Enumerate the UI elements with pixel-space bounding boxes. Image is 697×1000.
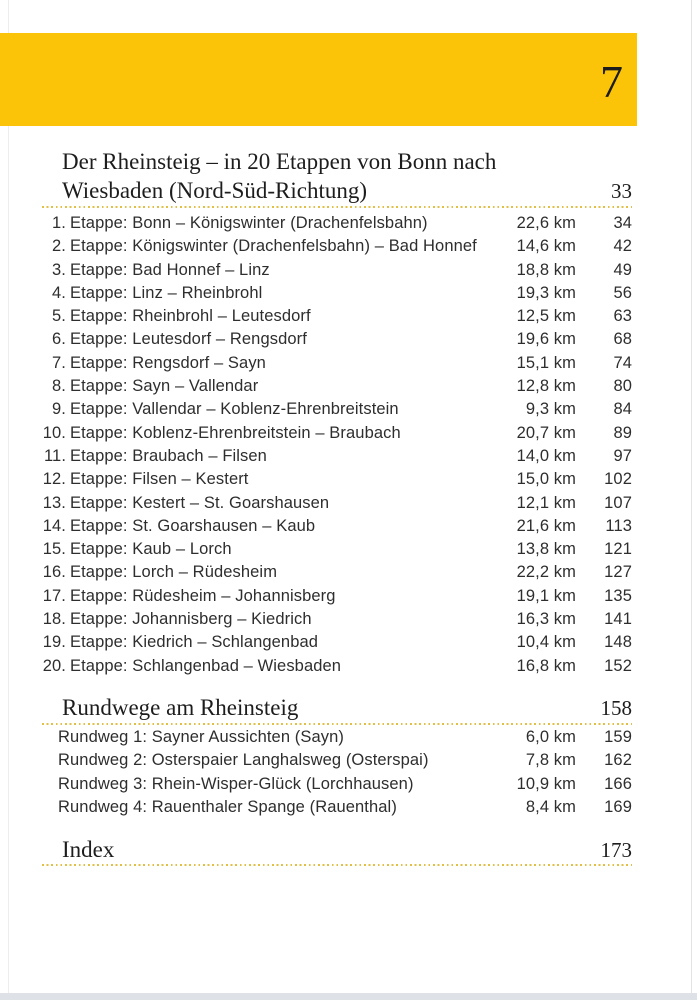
entry-number: 5.: [52, 307, 66, 326]
entry-page: 42: [613, 237, 632, 256]
entry-page: 74: [613, 353, 632, 372]
entry-distance: 18,8 km: [516, 260, 576, 279]
table-row: [42, 398, 632, 421]
entry-label: Rundweg 3: Rhein-Wisper-Glück (Lorchhausen): [58, 774, 414, 793]
table-row: [42, 282, 632, 305]
entry-number: 3.: [52, 260, 66, 279]
entry-distance: 22,6 km: [516, 214, 576, 232]
entry-number: 17.: [42, 586, 66, 605]
entry-distance: 12,8 km: [516, 377, 576, 396]
table-row: [42, 445, 632, 468]
table-row: [42, 375, 632, 398]
entry-number: 15.: [42, 540, 66, 559]
entry-page: 107: [604, 493, 632, 512]
entry-page: 162: [604, 751, 632, 770]
main-section-title-line2: Wiesbaden (Nord-Süd-Richtung): [62, 178, 368, 203]
dotted-leader-line: [42, 863, 632, 866]
table-row: [42, 305, 632, 328]
entry-number: 8.: [52, 377, 66, 396]
table-row: [42, 749, 632, 772]
index-section: [42, 837, 632, 866]
entry-label: Etappe: Lorch – Rüdesheim: [70, 563, 278, 582]
entry-page: 97: [613, 446, 632, 465]
entry-label: Etappe: Rengsdorf – Sayn: [70, 353, 266, 372]
entry-label: Rundweg 2: Osterspaier Langhalsweg (Osterspai): [58, 751, 429, 770]
table-row: [42, 212, 632, 235]
table-row: [42, 585, 632, 608]
entry-distance: 14,6 km: [516, 237, 576, 256]
entry-label: Etappe: Königswinter (Drachenfelsbahn) – Bad Honnef: [70, 237, 477, 256]
rundwege-section: [42, 694, 632, 819]
entry-label: Etappe: Linz – Rheinbrohl: [70, 283, 263, 302]
entry-page: 63: [613, 307, 632, 326]
entry-page: 113: [605, 516, 632, 535]
page-edge-right: [691, 0, 692, 1000]
entry-label: Etappe: Filsen – Kestert: [70, 470, 249, 489]
entry-label: Etappe: Rheinbrohl – Leutesdorf: [70, 307, 311, 326]
entry-number: 4.: [52, 283, 66, 302]
entry-number: 10.: [42, 423, 66, 442]
entry-number: 2.: [52, 237, 66, 256]
entry-label: Etappe: St. Goarshausen – Kaub: [70, 516, 316, 535]
table-row: [42, 468, 632, 491]
entry-label: Etappe: Braubach – Filsen: [70, 446, 267, 465]
entry-label: Etappe: Kaub – Lorch: [70, 540, 232, 559]
entry-page: 169: [604, 797, 632, 816]
dotted-leader-line: [42, 205, 632, 208]
entry-distance: 10,4 km: [516, 633, 576, 652]
chapter-header-band: [0, 33, 637, 126]
table-row: [42, 608, 632, 631]
main-section-title-line1: Der Rheinsteig – in 20 Etappen von Bonn nach: [62, 149, 497, 174]
entry-number: 1.: [52, 214, 66, 232]
entry-distance: 16,3 km: [516, 610, 576, 629]
entry-distance: 13,8 km: [516, 540, 576, 559]
entry-distance: 16,8 km: [516, 656, 576, 675]
entry-page: 152: [604, 656, 632, 675]
table-row: [42, 235, 632, 258]
rundwege-section-page-number: 158: [600, 695, 632, 720]
entry-number: 14.: [42, 516, 66, 535]
entry-label: Etappe: Bad Honnef – Linz: [70, 260, 270, 279]
entry-label: Etappe: Bonn – Königswinter (Drachenfelsbahn): [70, 214, 428, 232]
entry-distance: 19,1 km: [516, 586, 576, 605]
entry-page: 56: [613, 283, 632, 302]
entry-label: Etappe: Koblenz-Ehrenbreitstein – Braubach: [70, 423, 401, 442]
entry-page: 84: [613, 400, 632, 419]
table-row: [42, 773, 632, 796]
table-row: [42, 328, 632, 351]
table-of-contents: [42, 147, 632, 866]
entry-page: 159: [604, 727, 632, 746]
rundweg-entry-list: [42, 726, 632, 819]
table-row: [42, 655, 632, 678]
entry-page: 127: [604, 563, 632, 582]
entry-distance: 8,4 km: [525, 797, 576, 816]
table-row: [42, 538, 632, 561]
entry-distance: 15,1 km: [516, 353, 576, 372]
dotted-leader-line: [42, 722, 632, 725]
entry-distance: 15,0 km: [516, 470, 576, 489]
entry-page: 121: [604, 540, 632, 559]
table-row: [42, 492, 632, 515]
chapter-page-number: 7: [600, 55, 623, 107]
entry-number: 16.: [42, 563, 66, 582]
table-row: [42, 796, 632, 819]
page-edge-left: [8, 0, 9, 1000]
table-row: [42, 422, 632, 445]
entry-distance: 9,3 km: [525, 400, 576, 419]
table-row: [42, 259, 632, 282]
stage-entry-list: [42, 212, 632, 678]
entry-page: 141: [604, 610, 632, 629]
entry-distance: 6,0 km: [525, 727, 576, 746]
entry-page: 166: [604, 774, 632, 793]
table-row: [42, 515, 632, 538]
entry-page: 80: [613, 377, 632, 396]
table-row: [42, 726, 632, 749]
entry-number: 19.: [42, 633, 66, 652]
entry-number: 12.: [42, 470, 66, 489]
entry-distance: 20,7 km: [516, 423, 576, 442]
entry-label: Etappe: Rüdesheim – Johannisberg: [70, 586, 336, 605]
entry-page: 135: [604, 586, 632, 605]
index-section-title: Index: [62, 837, 115, 863]
entry-number: 9.: [52, 400, 66, 419]
entry-page: 89: [613, 423, 632, 442]
entry-page: 148: [604, 633, 632, 652]
entry-label: Etappe: Vallendar – Koblenz-Ehrenbreitstein: [70, 400, 399, 419]
entry-label: Rundweg 1: Sayner Aussichten (Sayn): [58, 727, 344, 746]
index-section-page-number: 173: [600, 838, 632, 863]
entry-page: 49: [613, 260, 632, 279]
entry-distance: 19,6 km: [516, 330, 576, 349]
entry-label: Etappe: Sayn – Vallendar: [70, 377, 259, 396]
entry-page: 34: [613, 214, 632, 232]
main-section-page-number: 33: [611, 179, 632, 203]
entry-label: Etappe: Schlangenbad – Wiesbaden: [70, 656, 342, 675]
entry-label: Etappe: Kestert – St. Goarshausen: [70, 493, 330, 512]
entry-distance: 19,3 km: [516, 283, 576, 302]
entry-distance: 22,2 km: [516, 563, 576, 582]
rundwege-title-row: [42, 694, 632, 722]
entry-number: 13.: [42, 493, 66, 512]
rundwege-section-title: Rundwege am Rheinsteig: [62, 694, 299, 720]
main-section-title-row: [42, 177, 632, 205]
index-title-row: [42, 837, 632, 863]
entry-distance: 21,6 km: [516, 516, 576, 535]
entry-number: 20.: [42, 656, 66, 675]
page-edge-bottom: [0, 993, 697, 1000]
entry-distance: 14,0 km: [516, 446, 576, 465]
entry-number: 11.: [43, 446, 66, 465]
entry-distance: 12,5 km: [516, 307, 576, 326]
entry-page: 68: [613, 330, 632, 349]
entry-number: 7.: [52, 353, 66, 372]
entry-number: 6.: [52, 330, 66, 349]
entry-label: Etappe: Johannisberg – Kiedrich: [70, 610, 312, 629]
entry-label: Etappe: Leutesdorf – Rengsdorf: [70, 330, 307, 349]
entry-page: 102: [604, 470, 632, 489]
entry-distance: 10,9 km: [516, 774, 576, 793]
entry-label: Rundweg 4: Rauenthaler Spange (Rauenthal): [58, 797, 397, 816]
table-row: [42, 561, 632, 584]
entry-label: Etappe: Kiedrich – Schlangenbad: [70, 633, 319, 652]
entry-distance: 7,8 km: [525, 751, 576, 770]
table-row: [42, 631, 632, 654]
entry-distance: 12,1 km: [516, 493, 576, 512]
entry-number: 18.: [42, 610, 66, 629]
table-row: [42, 352, 632, 375]
